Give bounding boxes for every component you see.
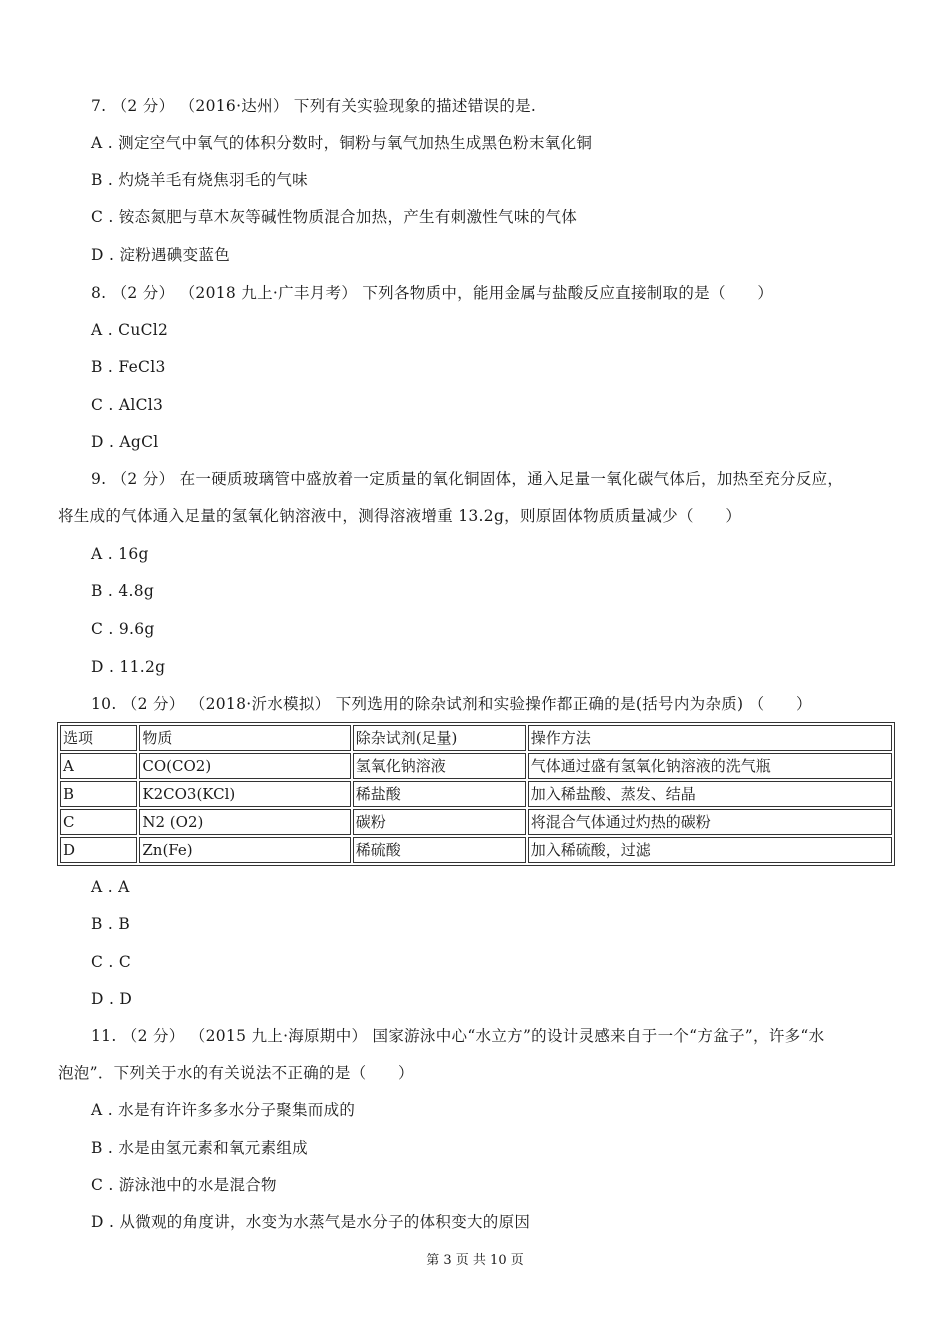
table-header-cell: 物质 (139, 725, 350, 751)
question-8-option-c: C . AlCl3 (91, 396, 164, 414)
question-8-stem: 8. （2 分） （2018 九上·广丰月考） 下列各物质中，能用金属与盐酸反应直接制取的是（ ） (91, 284, 774, 302)
table-cell: C (60, 809, 137, 835)
question-9-option-d: D . 11.2g (91, 658, 166, 676)
question-11-stem-continued: 泡泡”．下列关于水的有关说法不正确的是（ ） (58, 1064, 414, 1082)
table-cell: 碳粉 (353, 809, 526, 835)
table-cell: 气体通过盛有氢氧化钠溶液的洗气瓶 (528, 753, 892, 779)
question-8-option-a: A . CuCl2 (91, 321, 169, 339)
table-cell: K2CO3(KCl) (139, 781, 350, 807)
table-cell: 将混合气体通过灼热的碳粉 (528, 809, 892, 835)
table-cell: 加入稀硫酸，过滤 (528, 837, 892, 863)
question-7-option-b: B . 灼烧羊毛有烧焦羽毛的气味 (91, 171, 308, 189)
question-7-option-c: C . 铵态氮肥与草木灰等碱性物质混合加热，产生有刺激性气味的气体 (91, 208, 578, 226)
question-9-stem: 9. （2 分） 在一硬质玻璃管中盛放着一定质量的氧化铜固体，通入足量一氧化碳气体后，加热至充分反应， (91, 470, 844, 488)
table-row (60, 781, 892, 807)
table-cell: 稀盐酸 (353, 781, 526, 807)
question-11-option-c: C . 游泳池中的水是混合物 (91, 1176, 277, 1194)
table-cell: 稀硫酸 (353, 837, 526, 863)
question-11-stem: 11. （2 分） （2015 九上·海原期中） 国家游泳中心“水立方”的设计灵感来自于一个“方盆子”，许多“水 (91, 1027, 825, 1045)
table-cell: 加入稀盐酸、蒸发、结晶 (528, 781, 892, 807)
question-9-option-c: C . 9.6g (91, 620, 155, 638)
question-10-option-a: A . A (91, 878, 130, 896)
question-11-option-b: B . 水是由氢元素和氧元素组成 (91, 1139, 308, 1157)
table-cell: B (60, 781, 137, 807)
question-9-stem-continued: 将生成的气体通入足量的氢氧化钠溶液中，测得溶液增重 13.2g，则原固体物质质量减少（ ） (58, 507, 742, 525)
table-row (60, 809, 892, 835)
table-cell: Zn(Fe) (139, 837, 350, 863)
table-header-cell: 除杂试剂(足量) (353, 725, 526, 751)
question-11-option-a: A . 水是有许许多多水分子聚集而成的 (91, 1101, 356, 1119)
question-11-option-d: D . 从微观的角度讲，水变为水蒸气是水分子的体积变大的原因 (91, 1213, 531, 1231)
question-7-option-d: D . 淀粉遇碘变蓝色 (91, 246, 231, 264)
table-row (60, 837, 892, 863)
table-cell: D (60, 837, 137, 863)
table-cell: N2 (O2) (139, 809, 350, 835)
table-header-row (60, 725, 892, 751)
question-7-option-a: A . 测定空气中氧气的体积分数时，铜粉与氧气加热生成黑色粉末氧化铜 (91, 134, 593, 152)
table-cell: CO(CO2) (139, 753, 350, 779)
question-10-option-c: C . C (91, 953, 132, 971)
question-10-option-b: B . B (91, 915, 131, 933)
table-cell: A (60, 753, 137, 779)
question-10-table (57, 722, 895, 866)
table-header-cell: 选项 (60, 725, 137, 751)
table-header-cell: 操作方法 (528, 725, 892, 751)
question-8-option-d: D . AgCl (91, 433, 159, 451)
question-9-option-a: A . 16g (91, 545, 149, 563)
question-8-option-b: B . FeCl3 (91, 358, 166, 376)
table-cell: 氢氧化钠溶液 (353, 753, 526, 779)
question-10-stem: 10. （2 分） （2018·沂水模拟） 下列选用的除杂试剂和实验操作都正确的是(括号内为杂质) （ ） (91, 695, 812, 713)
question-10-option-d: D . D (91, 990, 133, 1008)
question-9-option-b: B . 4.8g (91, 582, 155, 600)
page-footer: 第 3 页 共 10 页 (426, 1253, 524, 1268)
question-7-stem: 7. （2 分） （2016·达州） 下列有关实验现象的描述错误的是. (91, 97, 537, 115)
table-row (60, 753, 892, 779)
